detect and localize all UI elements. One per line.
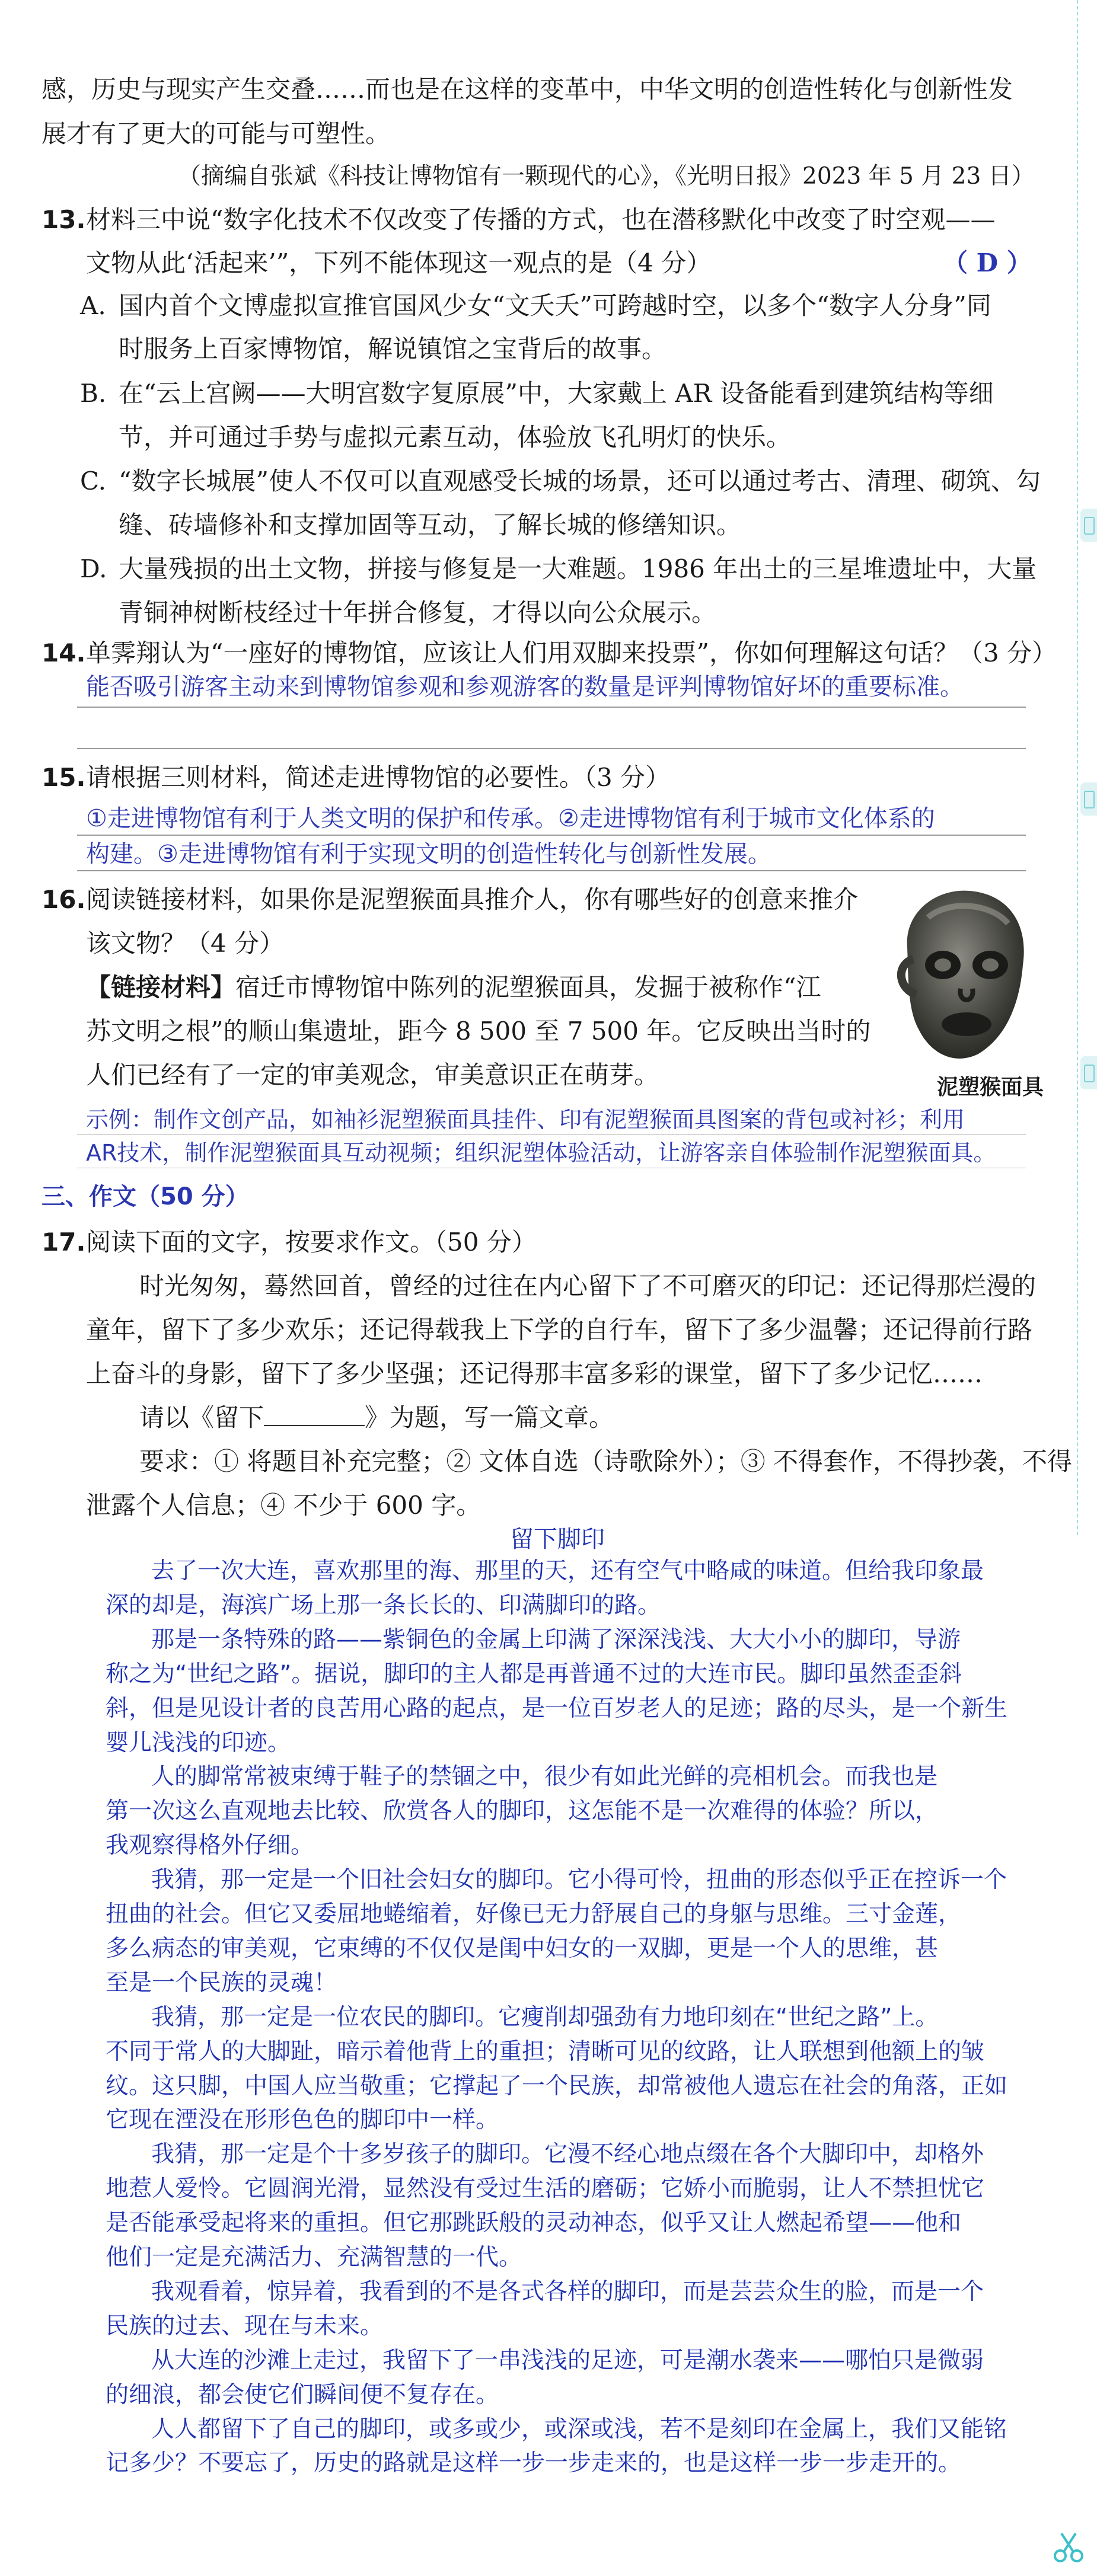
- option-text: 节，并可通过手势与虚拟元素互动，体验放飞孔明灯的快乐。: [119, 423, 792, 452]
- essay-line: 称之为“世纪之路”。据说，脚印的主人都是再普通不过的大连市民。脚印虽然歪歪斜: [106, 1660, 962, 1687]
- essay-line: 的细浪，都会使它们瞬间便不复存在。: [106, 2381, 499, 2408]
- essay-line: 是否能承受起将来的重担。但它那跳跃般的灵动神态，似乎又让人燃起希望——他和: [106, 2210, 962, 2237]
- link-material-text: 苏文明之根”的顺山集遗址，距今 8 500 至 7 500 年。它反映出当时的: [86, 1017, 871, 1046]
- essay-line: 深的却是，海滨广场上那一条长长的、印满脚印的路。: [106, 1591, 661, 1619]
- answer-text: 能否吸引游客主动来到博物馆参观和参观游客的数量是评判博物馆好坏的重要标准。: [86, 673, 964, 701]
- side-bookmark-tab[interactable]: [1080, 509, 1097, 542]
- link-material-text: 人们已经有了一定的审美观念，审美意识正在萌芽。: [86, 1060, 659, 1089]
- answer-line: [77, 748, 1026, 749]
- question-stem: 阅读下面的文字，按要求作文。（50 分）: [86, 1228, 537, 1257]
- answer-line: [77, 707, 1026, 708]
- page-margin-dashed-border: [1077, 0, 1078, 1535]
- question-stem: 材料三中说“数字化技术不仅改变了传播的方式，也在潜移默化中改变了时空观——: [86, 205, 996, 234]
- essay-line: 我猜，那一定是一个旧社会妇女的脚印。它小得可怜，扭曲的形态似乎正在控诉一个: [151, 1867, 1007, 1894]
- option-text: 时服务上百家博物馆，解说镇馆之宝背后的故事。: [119, 334, 667, 363]
- essay-line: 他们一定是充满活力、充满智慧的一代。: [106, 2244, 522, 2271]
- question-stem: 文物从此‘活起来’”，下列不能体现这一观点的是（4 分）: [86, 248, 712, 277]
- essay-line: 人人都留下了自己的脚印，或多或少，或深或浅，若不是刻印在金属上，我们又能铭: [151, 2415, 1007, 2443]
- source-citation: （摘编自张斌《科技让博物馆有一颗现代的心》，《光明日报》2023 年 5 月 23 日）: [178, 163, 1035, 190]
- option-text: 缝、砖墙修补和支撑加固等互动，了解长城的修缮知识。: [119, 510, 742, 539]
- question-number: 14.: [42, 638, 86, 667]
- question-number: 17.: [42, 1228, 86, 1257]
- essay-line: 那是一条特殊的路——紫铜色的金属上印满了深深浅浅、大大小小的脚印，导游: [151, 1626, 961, 1653]
- option-text: “数字长城展”使人不仅可以直观感受长城的场景，还可以通过考古、清理、砌筑、勾: [119, 466, 1041, 496]
- essay-line: 纹。这只脚，中国人应当敬重；它撑起了一个民族，却常被他人遗忘在社会的角落，正如: [106, 2072, 1008, 2099]
- scissors-icon: [1051, 2530, 1086, 2565]
- essay-line: 从大连的沙滩上走过，我留下了一串浅浅的足迹，可是潮水袭来——哪怕只是微弱: [151, 2347, 984, 2374]
- option-label: A.: [80, 291, 106, 320]
- prompt-passage: 时光匆匆，蓦然回首，曾经的过往在内心留下了不可磨灭的印记：还记得那烂漫的: [139, 1271, 1037, 1300]
- side-bookmark-tab[interactable]: [1080, 782, 1097, 816]
- essay-prompt-pre: 请以《留下: [139, 1403, 264, 1432]
- option-text: 青铜神树断枝经过十年拼合修复，才得以向公众展示。: [119, 598, 717, 627]
- answer-line: [77, 835, 1026, 836]
- essay-title: 留下脚印: [510, 1526, 605, 1553]
- essay-line: 记多少？不要忘了，历史的路就是这样一步一步走来的，也是这样一步一步走开的。: [106, 2450, 962, 2477]
- essay-line: 地惹人爱怜。它圆润光滑，显然没有受过生活的磨砺；它娇小而脆弱，让人不禁担忧它: [106, 2175, 985, 2203]
- side-bookmark-tab[interactable]: [1080, 1056, 1097, 1089]
- bookmark-icon: [1084, 791, 1095, 808]
- option-label: B.: [80, 379, 107, 408]
- essay-line: 我猜，那一定是个十多岁孩子的脚印。它漫不经心地点缀在各个大脚印中，却格外: [151, 2141, 984, 2168]
- question-number: 15.: [42, 763, 86, 792]
- option-label: C.: [80, 466, 106, 496]
- link-material-text: 宿迁市博物馆中陈列的泥塑猴面具，发掘于被称作“江: [235, 973, 821, 1002]
- essay-prompt-post: 》为题，写一篇文章。: [365, 1403, 614, 1432]
- option-label: D.: [80, 554, 107, 583]
- essay-line: 人的脚常常被束缚于鞋子的禁锢之中，很少有如此光鲜的亮相机会。而我也是: [151, 1763, 938, 1791]
- option-text: 大量残损的出土文物，拼接与修复是一大难题。1986 年出土的三星堆遗址中，大量: [119, 554, 1037, 583]
- answer-text: ①走进博物馆有利于人类文明的保护和传承。②走进博物馆有利于城市文化体系的: [86, 805, 935, 832]
- essay-line: 民族的过去、现在与未来。: [106, 2312, 384, 2340]
- section-heading: 三、作文（50 分）: [42, 1183, 249, 1210]
- essay-line: 第一次这么直观地去比较、欣赏各人的脚印，这怎能不是一次难得的体验？所以，: [106, 1798, 939, 1825]
- title-blank: [264, 1425, 365, 1426]
- essay-line: 多么病态的审美观，它束缚的不仅仅是闺中妇女的一双脚，更是一个人的思维，甚: [106, 1935, 939, 1962]
- essay-line: 斜，但是见设计者的良苦用心路的起点，是一位百岁老人的足迹；路的尽头，是一个新生: [106, 1695, 1008, 1722]
- essay-line: 去了一次大连，喜欢那里的海、那里的天，还有空气中略咸的味道。但给我印象最: [151, 1558, 984, 1584]
- paragraph-line: 展才有了更大的可能与可塑性。: [42, 119, 391, 148]
- option-text: 国内首个文博虚拟宣推官国风少女“文夭夭”可跨越时空，以多个“数字人分身”同: [119, 291, 991, 320]
- essay-line: 我观看着，惊异着，我看到的不是各式各样的脚印，而是芸芸众生的脸，而是一个: [151, 2278, 984, 2305]
- question-stem: 请根据三则材料，简述走进博物馆的必要性。（3 分）: [86, 763, 671, 792]
- answer-text: 构建。③走进博物馆有利于实现文明的创造性转化与创新性发展。: [86, 840, 771, 868]
- answer-choice: （ D ）: [943, 248, 1032, 277]
- link-material-line: [86, 966, 821, 1009]
- essay-requirements: 泄露个人信息；④ 不少于 600 字。: [86, 1491, 481, 1520]
- question-stem: 该文物？（4 分）: [86, 929, 285, 958]
- answer-line: [77, 1134, 1026, 1135]
- answer-line: [77, 870, 1026, 871]
- answer-text: AR技术，制作泥塑猴面具互动视频；组织泥塑体验活动，让游客亲自体验制作泥塑猴面具。: [86, 1140, 996, 1166]
- bookmark-icon: [1084, 1065, 1095, 1082]
- paragraph-line: 感，历史与现实产生交叠……而也是在这样的变革中，中华文明的创造性转化与创新性发: [42, 75, 1013, 104]
- essay-requirements: 要求：① 将题目补充完整；② 文体自选（诗歌除外）；③ 不得套作，不得抄袭，不得: [139, 1447, 1073, 1476]
- essay-line: 它现在湮没在形形色色的脚印中一样。: [106, 2107, 499, 2134]
- prompt-passage: 童年，留下了多少欢乐；还记得载我上下学的自行车，留下了多少温馨；还记得前行路: [86, 1315, 1033, 1344]
- link-material-title: 【链接材料】: [86, 973, 236, 1002]
- essay-prompt: [139, 1396, 614, 1439]
- question-stem: 阅读链接材料，如果你是泥塑猴面具推介人，你有哪些好的创意来推介: [86, 885, 859, 914]
- bookmark-icon: [1084, 517, 1095, 535]
- image-caption: 泥塑猴面具: [937, 1075, 1044, 1100]
- option-text: 在“云上宫阙——大明宫数字复原展”中，大家戴上 AR 设备能看到建筑结构等细: [119, 379, 994, 408]
- clay-monkey-mask-image: [872, 876, 1050, 1072]
- essay-line: 不同于常人的大脚趾，暗示着他背上的重担；清晰可见的纹路，让人联想到他额上的皱: [106, 2038, 985, 2065]
- essay-line: 我猜，那一定是一位农民的脚印。它瘦削却强劲有力地印刻在“世纪之路”上。: [151, 2003, 939, 2031]
- essay-line: 婴儿浅浅的印迹。: [106, 1729, 291, 1756]
- question-number: 16.: [42, 885, 86, 914]
- answer-text: 示例：制作文创产品，如袖衫泥塑猴面具挂件、印有泥塑猴面具图案的背包或衬衫；利用: [86, 1107, 965, 1133]
- essay-line: 我观察得格外仔细。: [106, 1832, 314, 1859]
- essay-line: 至是一个民族的灵魂！: [106, 1969, 337, 1996]
- essay-line: 扭曲的社会。但它又委屈地蜷缩着，好像已无力舒展自己的身躯与思维。三寸金莲，: [106, 1901, 962, 1928]
- question-stem: 单霁翔认为“一座好的博物馆，应该让人们用双脚来投票”，你如何理解这句话？（3 分）: [86, 638, 1057, 667]
- question-number: 13.: [42, 205, 86, 234]
- prompt-passage: 上奋斗的身影，留下了多少坚强；还记得那丰富多彩的课堂，留下了多少记忆……: [86, 1359, 983, 1388]
